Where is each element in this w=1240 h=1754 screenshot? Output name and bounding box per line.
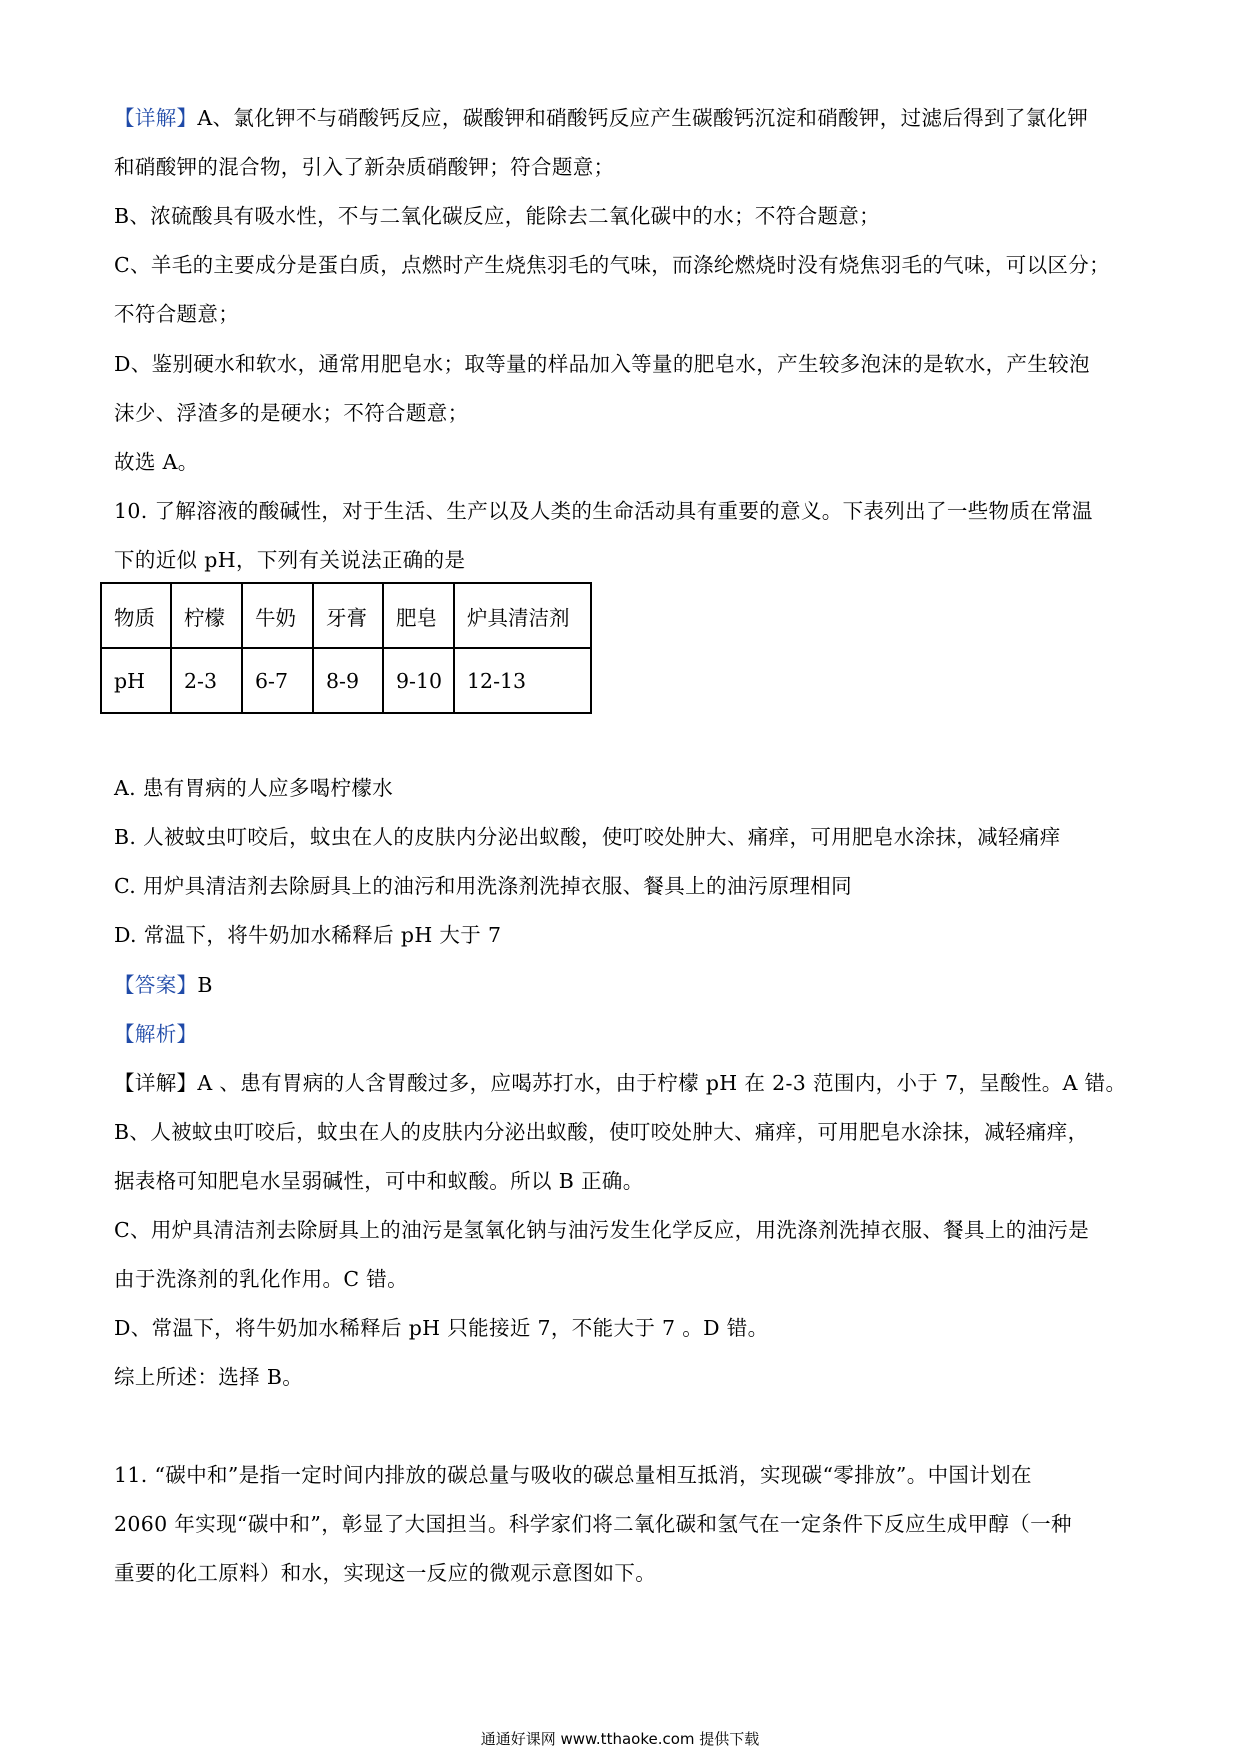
summary-line: 综上所述：选择 B。 (114, 1365, 304, 1389)
table-cell: 肥皂 (383, 583, 454, 648)
question-11-line-2: 2060 年实现“碳中和”，彰显了大国担当。科学家们将二氧化碳和氢气在一定条件下反应生成甲醇（一种 (114, 1512, 1072, 1536)
line-3: B、浓硫酸具有吸水性，不与二氧化碳反应，能除去二氧化碳中的水；不符合题意； (114, 204, 881, 228)
detail-line-6: D、常温下，将牛奶加水稀释后 pH 只能接近 7，不能大于 7 。D 错。 (114, 1316, 769, 1340)
line-8: 故选 A。 (114, 450, 199, 474)
question-11-line-3: 重要的化工原料）和水，实现这一反应的微观示意图如下。 (114, 1561, 657, 1585)
table-cell: 牙膏 (313, 583, 383, 648)
table-row (101, 583, 591, 648)
line-5: 不符合题意； (114, 302, 240, 326)
detail-line-2: B、人被蚊虫叮咬后，蚊虫在人的皮肤内分泌出蚁酸，使叮咬处肿大、痛痒，可用肥皂水涂抹，减轻痛痒， (114, 1120, 1089, 1144)
option-a: A. 患有胃病的人应多喝柠檬水 (114, 776, 394, 800)
option-c: C. 用炉具清洁剂去除厨具上的油污和用洗涤剂洗掉衣服、餐具上的油污原理相同 (114, 874, 852, 898)
line-7: 沫少、浮渣多的是硬水；不符合题意； (114, 401, 469, 425)
table-cell: 12-13 (454, 648, 591, 713)
question-10-stem-cont: 下的近似 pH，下列有关说法正确的是 (114, 548, 466, 572)
table-cell: 物质 (101, 583, 171, 648)
table-cell: 8-9 (313, 648, 383, 713)
table-cell: 2-3 (171, 648, 242, 713)
ph-table (100, 582, 592, 714)
analysis-tag: 【解析】 (114, 1022, 198, 1046)
detail-tag: 【详解】 (114, 106, 198, 130)
question-10-stem: 10. 了解溶液的酸碱性，对于生活、生产以及人类的生命活动具有重要的意义。下表列出了一些物质在常温 (114, 499, 1093, 523)
page-footer: 通通好课网 www.tthaoke.com 提供下载 (480, 1730, 760, 1748)
detail-line-5: 由于洗涤剂的乳化作用。C 错。 (114, 1267, 408, 1291)
detail-line-3: 据表格可知肥皂水呈弱碱性，可中和蚁酸。所以 B 正确。 (114, 1169, 644, 1193)
table-row (101, 648, 591, 713)
line-6: D、鉴别硬水和软水，通常用肥皂水；取等量的样品加入等量的肥皂水，产生较多泡沫的是软水，产生较泡 (114, 352, 1090, 376)
table-cell: pH (101, 648, 171, 713)
table-cell: 牛奶 (242, 583, 313, 648)
table-cell: 9-10 (383, 648, 454, 713)
option-d: D. 常温下，将牛奶加水稀释后 pH 大于 7 (114, 923, 502, 947)
detail-line-1: 【详解】A 、患有胃病的人含胃酸过多，应喝苏打水，由于柠檬 pH 在 2-3 范围内，小于 7，呈酸性。A 错。 (114, 1071, 1127, 1095)
table-cell: 6-7 (242, 648, 313, 713)
table-cell: 柠檬 (171, 583, 242, 648)
question-11-line-1: 11. “碳中和”是指一定时间内排放的碳总量与吸收的碳总量相互抵消，实现碳“零排放”。中国计划在 (114, 1463, 1032, 1487)
answer-line (114, 970, 1134, 1000)
line-1 (114, 103, 1134, 133)
line-2: 和硝酸钾的混合物，引入了新杂质硝酸钾；符合题意； (114, 155, 615, 179)
table-cell: 炉具清洁剂 (454, 583, 591, 648)
line-4: C、羊毛的主要成分是蛋白质，点燃时产生烧焦羽毛的气味，而涤纶燃烧时没有烧焦羽毛的气味，可以区分； (114, 253, 1110, 277)
analysis-line (114, 1019, 1134, 1049)
line-text: A、氯化钾不与硝酸钙反应，碳酸钾和硝酸钙反应产生碳酸钙沉淀和硝酸钾，过滤后得到了氯化钾 (197, 106, 1089, 130)
detail-line-4: C、用炉具清洁剂去除厨具上的油污是氢氧化钠与油污发生化学反应，用洗涤剂洗掉衣服、餐具上的油污是 (114, 1218, 1090, 1242)
answer-value: B (197, 973, 213, 997)
option-b: B. 人被蚊虫叮咬后，蚊虫在人的皮肤内分泌出蚁酸，使叮咬处肿大、痛痒，可用肥皂水涂抹，减轻痛痒 (114, 825, 1061, 849)
answer-tag: 【答案】 (114, 973, 198, 997)
